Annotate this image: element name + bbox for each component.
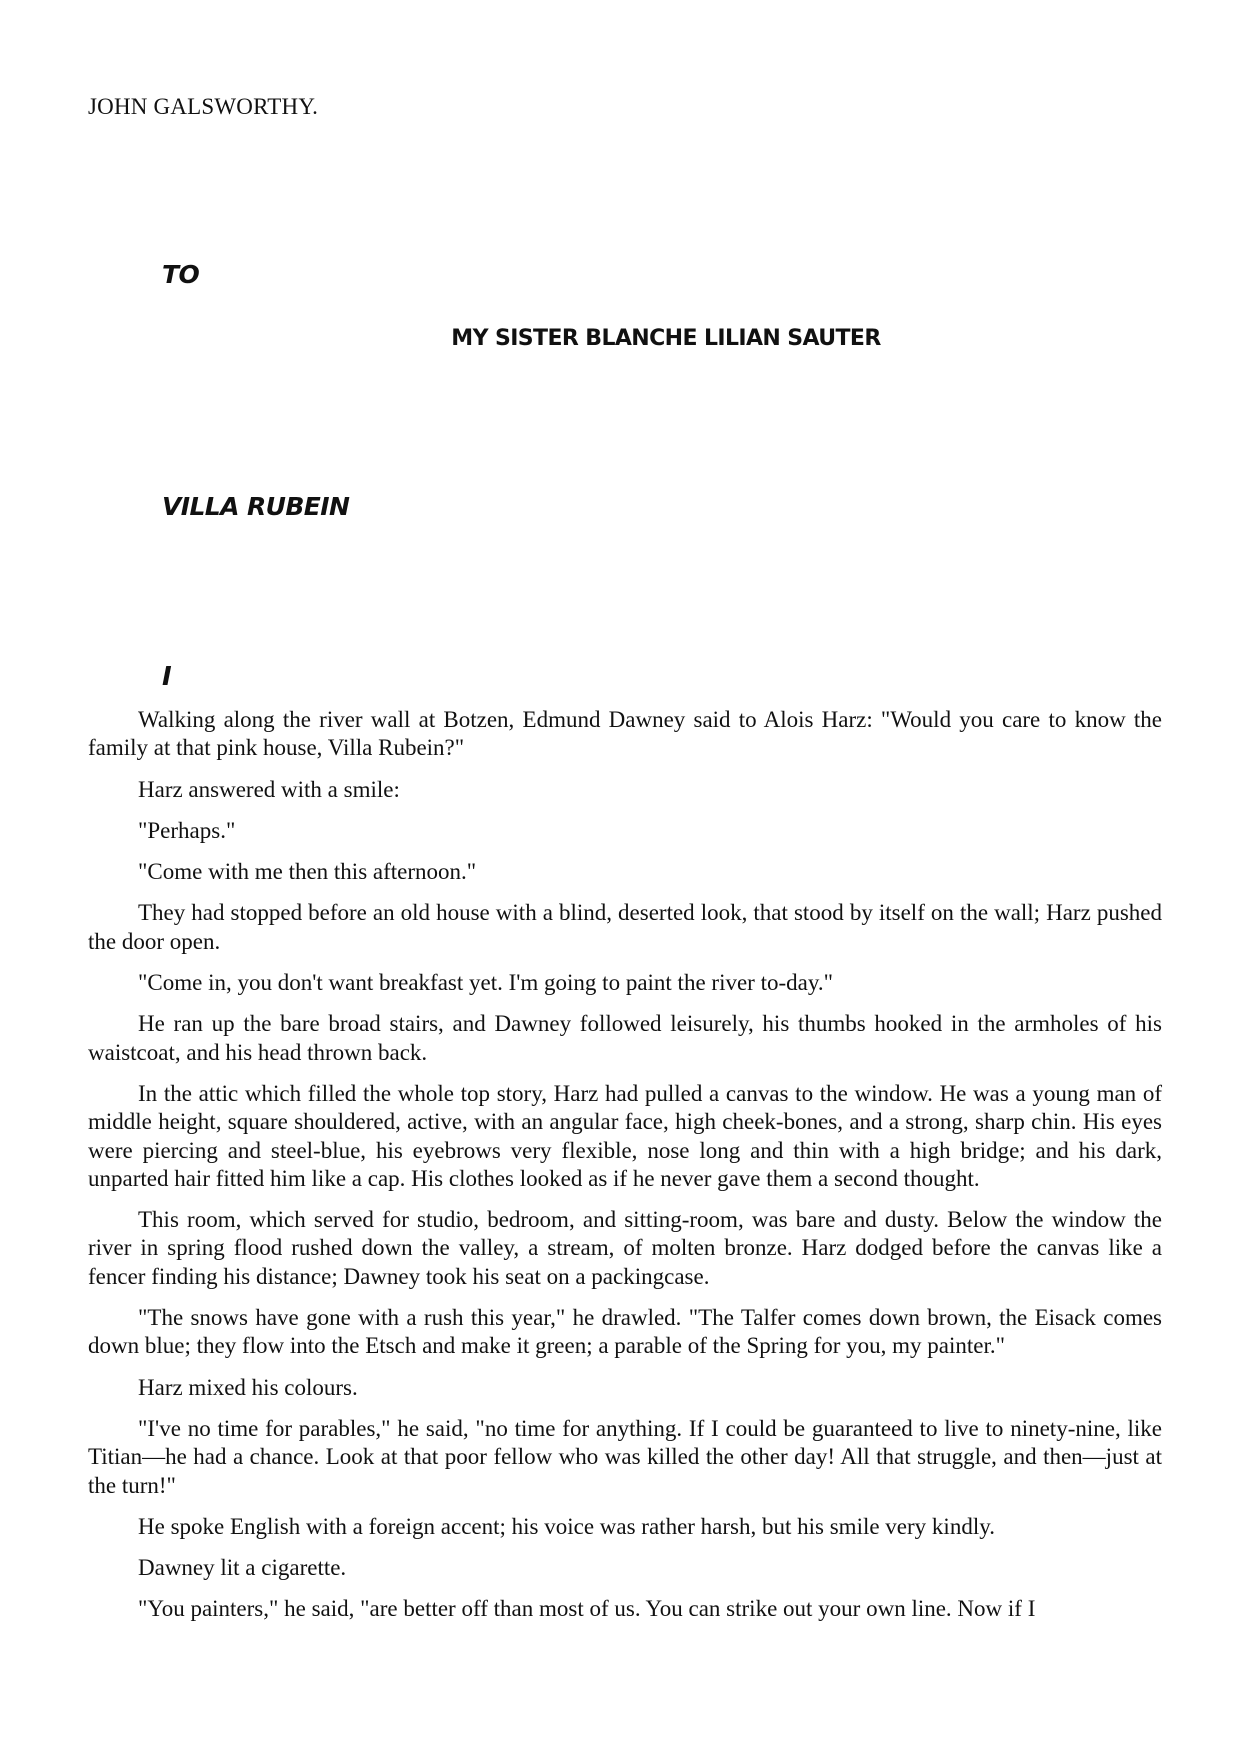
paragraph: "You painters," he said, "are better off than most of us. You can strike out your own line. Now if I (138, 1596, 1036, 1622)
paragraph: He spoke English with a foreign accent; his voice was rather harsh, but his smile very kindly. (138, 1513, 995, 1539)
paragraph: "I've no time for parables," he said, "no time for anything. If I could be guaranteed to live to ninety-nine, like Titian—he had a chance. Look at that poor fellow who was killed the other day! All that struggle, and then—just at the turn!" (88, 1415, 1162, 1498)
paragraph: Harz mixed his colours. (138, 1374, 358, 1400)
paragraph: This room, which served for studio, bedroom, and sitting-room, was bare and dusty. Below the window the river in spring flood rushed down the valley, a stream, of molten bronze. Harz dodged before the canvas like a fencer finding his distance; Dawney took his seat on a packingcase. (88, 1207, 1162, 1289)
chapter-body (88, 706, 1162, 1637)
paragraph: He ran up the bare broad stairs, and Dawney followed leisurely, his thumbs hooked in the armholes of his waistcoat, and his head thrown back. (88, 1011, 1162, 1065)
author-name: JOHN GALSWORTHY. (88, 94, 319, 119)
paragraph: "Come in, you don't want breakfast yet. I'm going to paint the river to-day." (138, 970, 833, 996)
paragraph: "Come with me then this afternoon." (138, 859, 477, 885)
paragraph: In the attic which filled the whole top story, Harz had pulled a canvas to the window. He was a young man of middle height, square shouldered, active, with an angular face, high cheek-bones, and a strong, sharp chin. His eyes were piercing and steel-blue, his eyebrows very flexible, nose long and thin with a high bridge; and his dark, unparted hair fitted him like a cap. His clothes looked as if he never gave them a second thought. (88, 1080, 1162, 1191)
paragraph: Dawney lit a cigarette. (138, 1555, 347, 1581)
dedication-heading: TO (162, 260, 200, 289)
book-title: VILLA RUBEIN (162, 492, 350, 521)
chapter-number: I (162, 662, 172, 692)
paragraph: Walking along the river wall at Botzen, Edmund Dawney said to Alois Harz: "Would you care to know the family at that pink house, Villa Rubein?" (88, 707, 1162, 761)
paragraph: "Perhaps." (138, 817, 236, 843)
paragraph: They had stopped before an old house with a blind, deserted look, that stood by itself on the wall; Harz pushed the door open. (88, 900, 1162, 954)
paragraph: "The snows have gone with a rush this year," he drawled. "The Talfer comes down brown, the Eisack comes down blue; they flow into the Etsch and make it green; a parable of the Spring for you, my painter." (88, 1305, 1162, 1359)
paragraph: Harz answered with a smile: (138, 776, 400, 802)
dedication-name: MY SISTER BLANCHE LILIAN SAUTER (451, 326, 881, 351)
